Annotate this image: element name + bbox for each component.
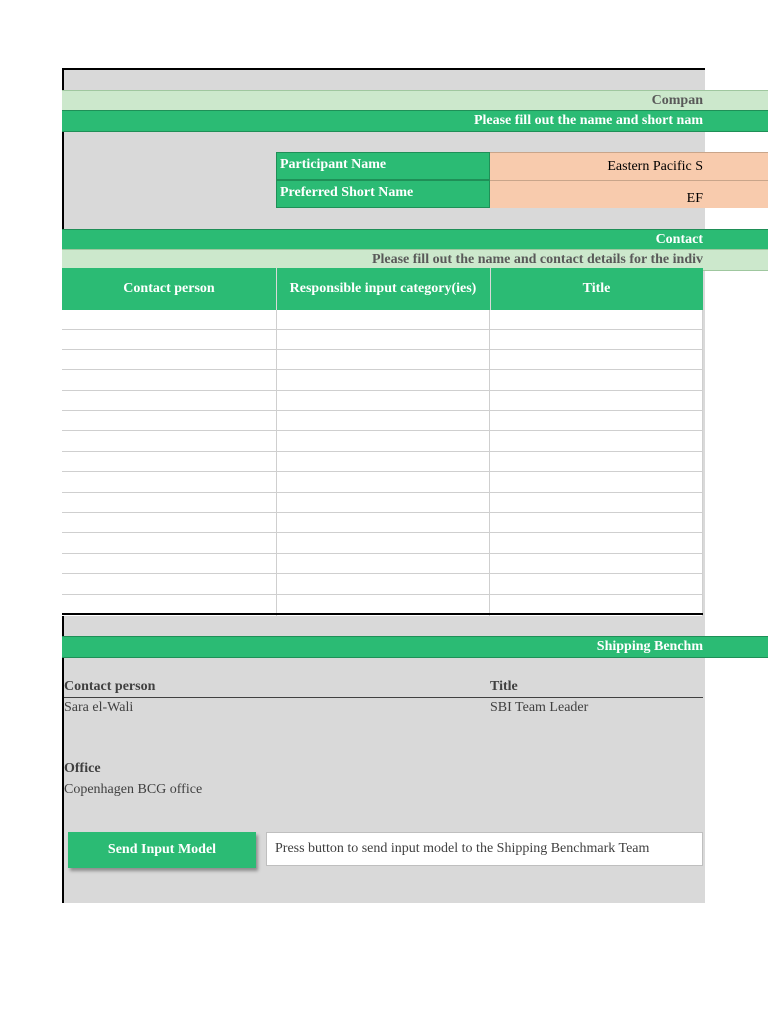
participant-name-field[interactable]: Eastern Pacific S bbox=[490, 152, 768, 180]
contact-table-header bbox=[62, 268, 703, 310]
table-row[interactable] bbox=[62, 575, 703, 595]
preferred-short-name-label: Preferred Short Name bbox=[276, 180, 490, 208]
table-row[interactable] bbox=[62, 554, 703, 574]
table-row[interactable] bbox=[62, 371, 703, 391]
benchmark-header: Shipping Benchm bbox=[596, 639, 703, 654]
table-row[interactable] bbox=[62, 411, 703, 431]
contact-person-label: Contact person bbox=[64, 679, 156, 694]
company-instruction: Please fill out the name and short nam bbox=[473, 113, 703, 128]
table-row[interactable] bbox=[62, 452, 703, 472]
preferred-short-name-field[interactable]: EF bbox=[490, 180, 768, 208]
benchmark-header-band bbox=[62, 636, 768, 658]
title-value: SBI Team Leader bbox=[490, 700, 589, 715]
company-header-band bbox=[62, 90, 768, 112]
contact-table-body bbox=[62, 310, 703, 616]
table-row[interactable] bbox=[62, 595, 703, 615]
send-instructions-note: Press button to send input model to the Shipping Benchmark Team bbox=[266, 832, 703, 866]
contact-header-band bbox=[62, 229, 768, 251]
column-responsible-input: Responsible input category(ies) bbox=[276, 268, 491, 310]
company-header: Compan bbox=[651, 93, 703, 108]
table-row[interactable] bbox=[62, 350, 703, 370]
office-value: Copenhagen BCG office bbox=[64, 782, 203, 797]
office-label: Office bbox=[64, 761, 101, 776]
contact-instruction: Please fill out the name and contact details for the indiv bbox=[371, 252, 703, 267]
table-row[interactable] bbox=[62, 310, 703, 330]
participant-name-label: Participant Name bbox=[276, 152, 490, 180]
table-row[interactable] bbox=[62, 513, 703, 533]
divider bbox=[64, 697, 703, 698]
company-instruction-band bbox=[62, 110, 768, 132]
title-label: Title bbox=[490, 679, 518, 694]
contact-person-value: Sara el-Wali bbox=[64, 700, 134, 715]
table-row[interactable] bbox=[62, 493, 703, 513]
contact-header: Contact bbox=[655, 232, 703, 247]
table-row[interactable] bbox=[62, 432, 703, 452]
column-title: Title bbox=[582, 281, 611, 296]
table-row[interactable] bbox=[62, 391, 703, 411]
send-input-model-button[interactable]: Send Input Model bbox=[68, 832, 256, 868]
table-row[interactable] bbox=[62, 534, 703, 554]
table-row[interactable] bbox=[62, 330, 703, 350]
table-row[interactable] bbox=[62, 473, 703, 493]
column-contact-person: Contact person bbox=[62, 268, 277, 310]
